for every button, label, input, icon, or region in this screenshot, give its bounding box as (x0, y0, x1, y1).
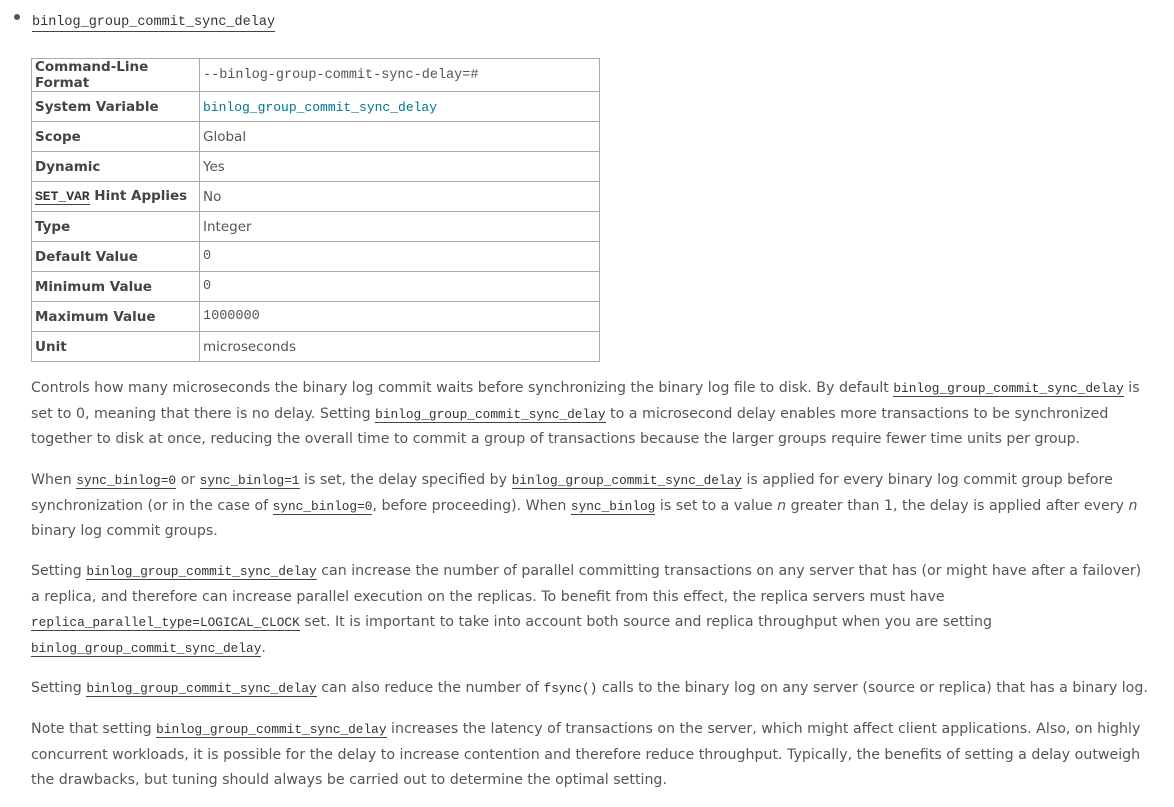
table-row (32, 182, 600, 212)
replica-parallel-type-link[interactable]: replica_parallel_type=LOGICAL_CLOCK (31, 615, 300, 630)
row-value: 0 (200, 242, 600, 272)
row-value: Global (200, 122, 600, 152)
table-row (32, 242, 600, 272)
emphasis: n (777, 497, 787, 514)
variable-link[interactable]: binlog_group_commit_sync_delay (86, 681, 317, 696)
text: Note that setting (31, 721, 157, 737)
text: is set, the delay specified by (299, 472, 512, 488)
text: . (261, 639, 266, 656)
properties-table (31, 58, 600, 362)
sync-binlog-link[interactable]: sync_binlog (570, 498, 656, 514)
variable-link[interactable]: binlog_group_commit_sync_delay (31, 640, 262, 656)
text: can also reduce the number of (316, 680, 544, 696)
row-key: Scope (32, 122, 200, 152)
fsync-code: fsync() (543, 681, 598, 696)
row-value: Integer (200, 212, 600, 242)
text: can increase the number of parallel committing transactions on any server that has (or might have after a failover) a replica, and therefore can increase parallel execution on the replicas. To benefit from this effect, the replica servers must have (31, 563, 1142, 605)
row-key: Dynamic (32, 152, 200, 182)
variable-link[interactable]: binlog_group_commit_sync_delay (511, 473, 742, 488)
text: is set to a value (655, 497, 778, 514)
table-row (32, 272, 600, 302)
text: binary log commit groups. (31, 523, 218, 539)
system-variable-link[interactable]: binlog_group_commit_sync_delay (203, 99, 438, 115)
text: Controls how many microseconds the binary log commit waits before synchronizing the binary log file to disk. By default (31, 380, 894, 396)
table-row (32, 332, 600, 362)
variable-link[interactable]: binlog_group_commit_sync_delay (375, 406, 606, 422)
row-key: Default Value (32, 242, 200, 272)
text: increases the latency of transactions on the server, which might affect client applications. Also, on highly concurrent workloads, it is possible for the delay to increase contention and therefore reduce throughput. Typically, the benefits of setting a delay outweigh the drawbacks, but tuning should always be carried out to determine the optimal setting. (31, 721, 1141, 788)
emphasis: n (1128, 497, 1138, 514)
row-key: Maximum Value (32, 302, 200, 332)
text: Setting (31, 680, 87, 696)
row-key: Unit (32, 332, 200, 362)
text: greater than 1, the delay is applied after every (786, 497, 1129, 514)
sync-binlog-link[interactable]: sync_binlog=1 (199, 473, 300, 488)
table-row (32, 122, 600, 152)
row-key (32, 182, 200, 212)
row-key: System Variable (32, 92, 200, 122)
row-value: microseconds (200, 332, 600, 362)
text: to a microsecond delay enables more transactions to be synchronized together to disk at once, reducing the overall time to commit a group of transactions because the larger groups require fewer time units per group. (31, 405, 1109, 447)
table-row (32, 92, 600, 122)
text: is set to 0, meaning that there is no delay. Setting (31, 380, 1140, 422)
row-key: Minimum Value (32, 272, 200, 302)
row-key: Type (32, 212, 200, 242)
paragraph-2 (31, 468, 1149, 545)
text: When (31, 472, 77, 488)
row-value: 1000000 (200, 302, 600, 332)
row-value: Yes (200, 152, 600, 182)
table-row (32, 212, 600, 242)
sync-binlog-link[interactable]: sync_binlog=0 (272, 498, 373, 514)
set-var-link[interactable]: SET_VAR (35, 189, 90, 205)
text: Setting (31, 563, 87, 579)
table-row (32, 152, 600, 182)
text: calls to the binary log on any server (source or replica) that has a binary log. (597, 680, 1148, 696)
variable-link[interactable]: binlog_group_commit_sync_delay (86, 564, 317, 579)
text: set. It is important to take into account both source and replica throughput when you are setting (299, 614, 992, 630)
table-row (32, 59, 600, 92)
text: , before proceeding). When (372, 497, 571, 514)
variable-link[interactable]: binlog_group_commit_sync_delay (156, 722, 387, 737)
row-value: 0 (200, 272, 600, 302)
sync-binlog-link[interactable]: sync_binlog=0 (76, 473, 177, 488)
table-row (32, 302, 600, 332)
variable-heading-link[interactable]: binlog_group_commit_sync_delay (32, 15, 276, 30)
text: or (176, 472, 200, 488)
paragraph-3 (31, 559, 1149, 661)
paragraph-4 (31, 676, 1149, 702)
row-key: Command-Line Format (32, 59, 200, 92)
variable-link[interactable]: binlog_group_commit_sync_delay (893, 381, 1124, 396)
paragraph-5 (31, 717, 1149, 794)
bullet-icon (14, 14, 20, 20)
text: is applied for every binary log commit group before synchronization (or in the case of (31, 472, 1113, 514)
row-value: --binlog-group-commit-sync-delay=# (200, 59, 600, 92)
row-value: No (200, 182, 600, 212)
paragraph-1 (31, 376, 1149, 453)
row-key-rest: Hint Applies (89, 188, 188, 205)
